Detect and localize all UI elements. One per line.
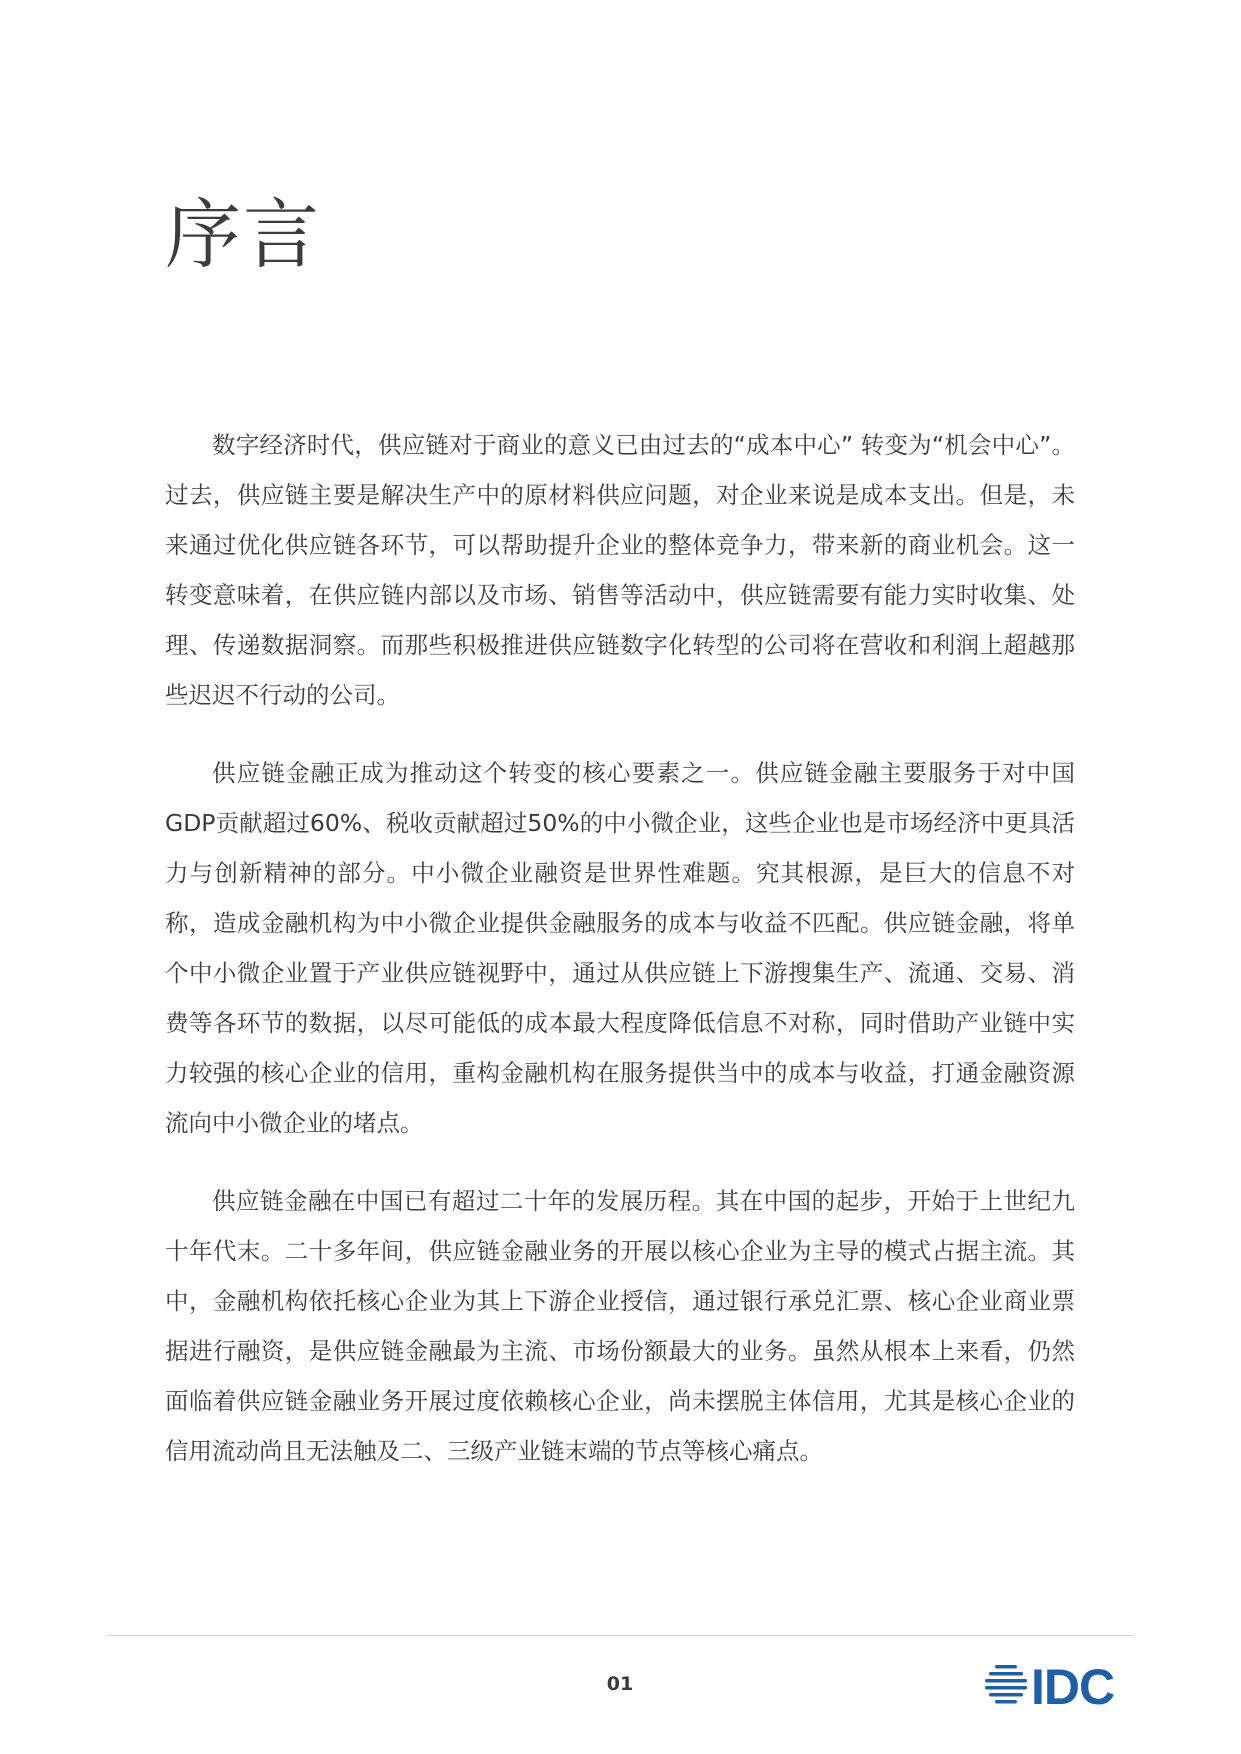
idc-logo <box>983 1655 1133 1713</box>
idc-logo-graphic <box>983 1655 1133 1713</box>
footer-divider <box>107 1635 1134 1636</box>
idc-globe-icon <box>985 1665 1027 1704</box>
body-text <box>165 420 1075 1504</box>
paragraph-3: 供应链金融在中国已有超过二十年的发展历程。其在中国的起步，开始于上世纪九十年代末。二十多年间，供应链金融业务的开展以核心企业为主导的模式占据主流。其中，金融机构依托核心企业为其上下游企业授信，通过银行承兑汇票、核心企业商业票据进行融资，是供应链金融最为主流、市场份额最大的业务。虽然从根本上来看，仍然面临着供应链金融业务开展过度依赖核心企业，尚未摆脱主体信用，尤其是核心企业的信用流动尚且无法触及二、三级产业链末端的节点等核心痛点。 <box>165 1187 1075 1465</box>
paragraph-1: 数字经济时代，供应链对于商业的意义已由过去的“成本中心” 转变为“机会中心”。过去，供应链主要是解决生产中的原材料供应问题，对企业来说是成本支出。但是，未来通过优化供应链各环节，可以帮助提升企业的整体竞争力，带来新的商业机会。这一转变意味着，在供应链内部以及市场、销售等活动中，供应链需要有能力实时收集、处理、传递数据洞察。而那些积极推进供应链数字化转型的公司将在营收和利润上超越那些迟迟不行动的公司。 <box>165 431 1075 709</box>
paragraph-2: 供应链金融正成为推动这个转变的核心要素之一。供应链金融主要服务于对中国GDP贡献超过60%、税收贡献超过50%的中小微企业，这些企业也是市场经济中更具活力与创新精神的部分。中小微企业融资是世界性难题。究其根源，是巨大的信息不对称，造成金融机构为中小微企业提供金融服务的成本与收益不匹配。供应链金融，将单个中小微企业置于产业供应链视野中，通过从供应链上下游搜集生产、流通、交易、消费等各环节的数据，以尽可能低的成本最大程度降低信息不对称，同时借助产业链中实力较强的核心企业的信用，重构金融机构在服务提供当中的成本与收益，打通金融资源流向中小微企业的堵点。 <box>165 759 1075 1137</box>
idc-logo-text: IDC <box>1031 1659 1115 1713</box>
page-number: 01 <box>606 1673 634 1695</box>
page-title: 序言 <box>165 190 321 279</box>
